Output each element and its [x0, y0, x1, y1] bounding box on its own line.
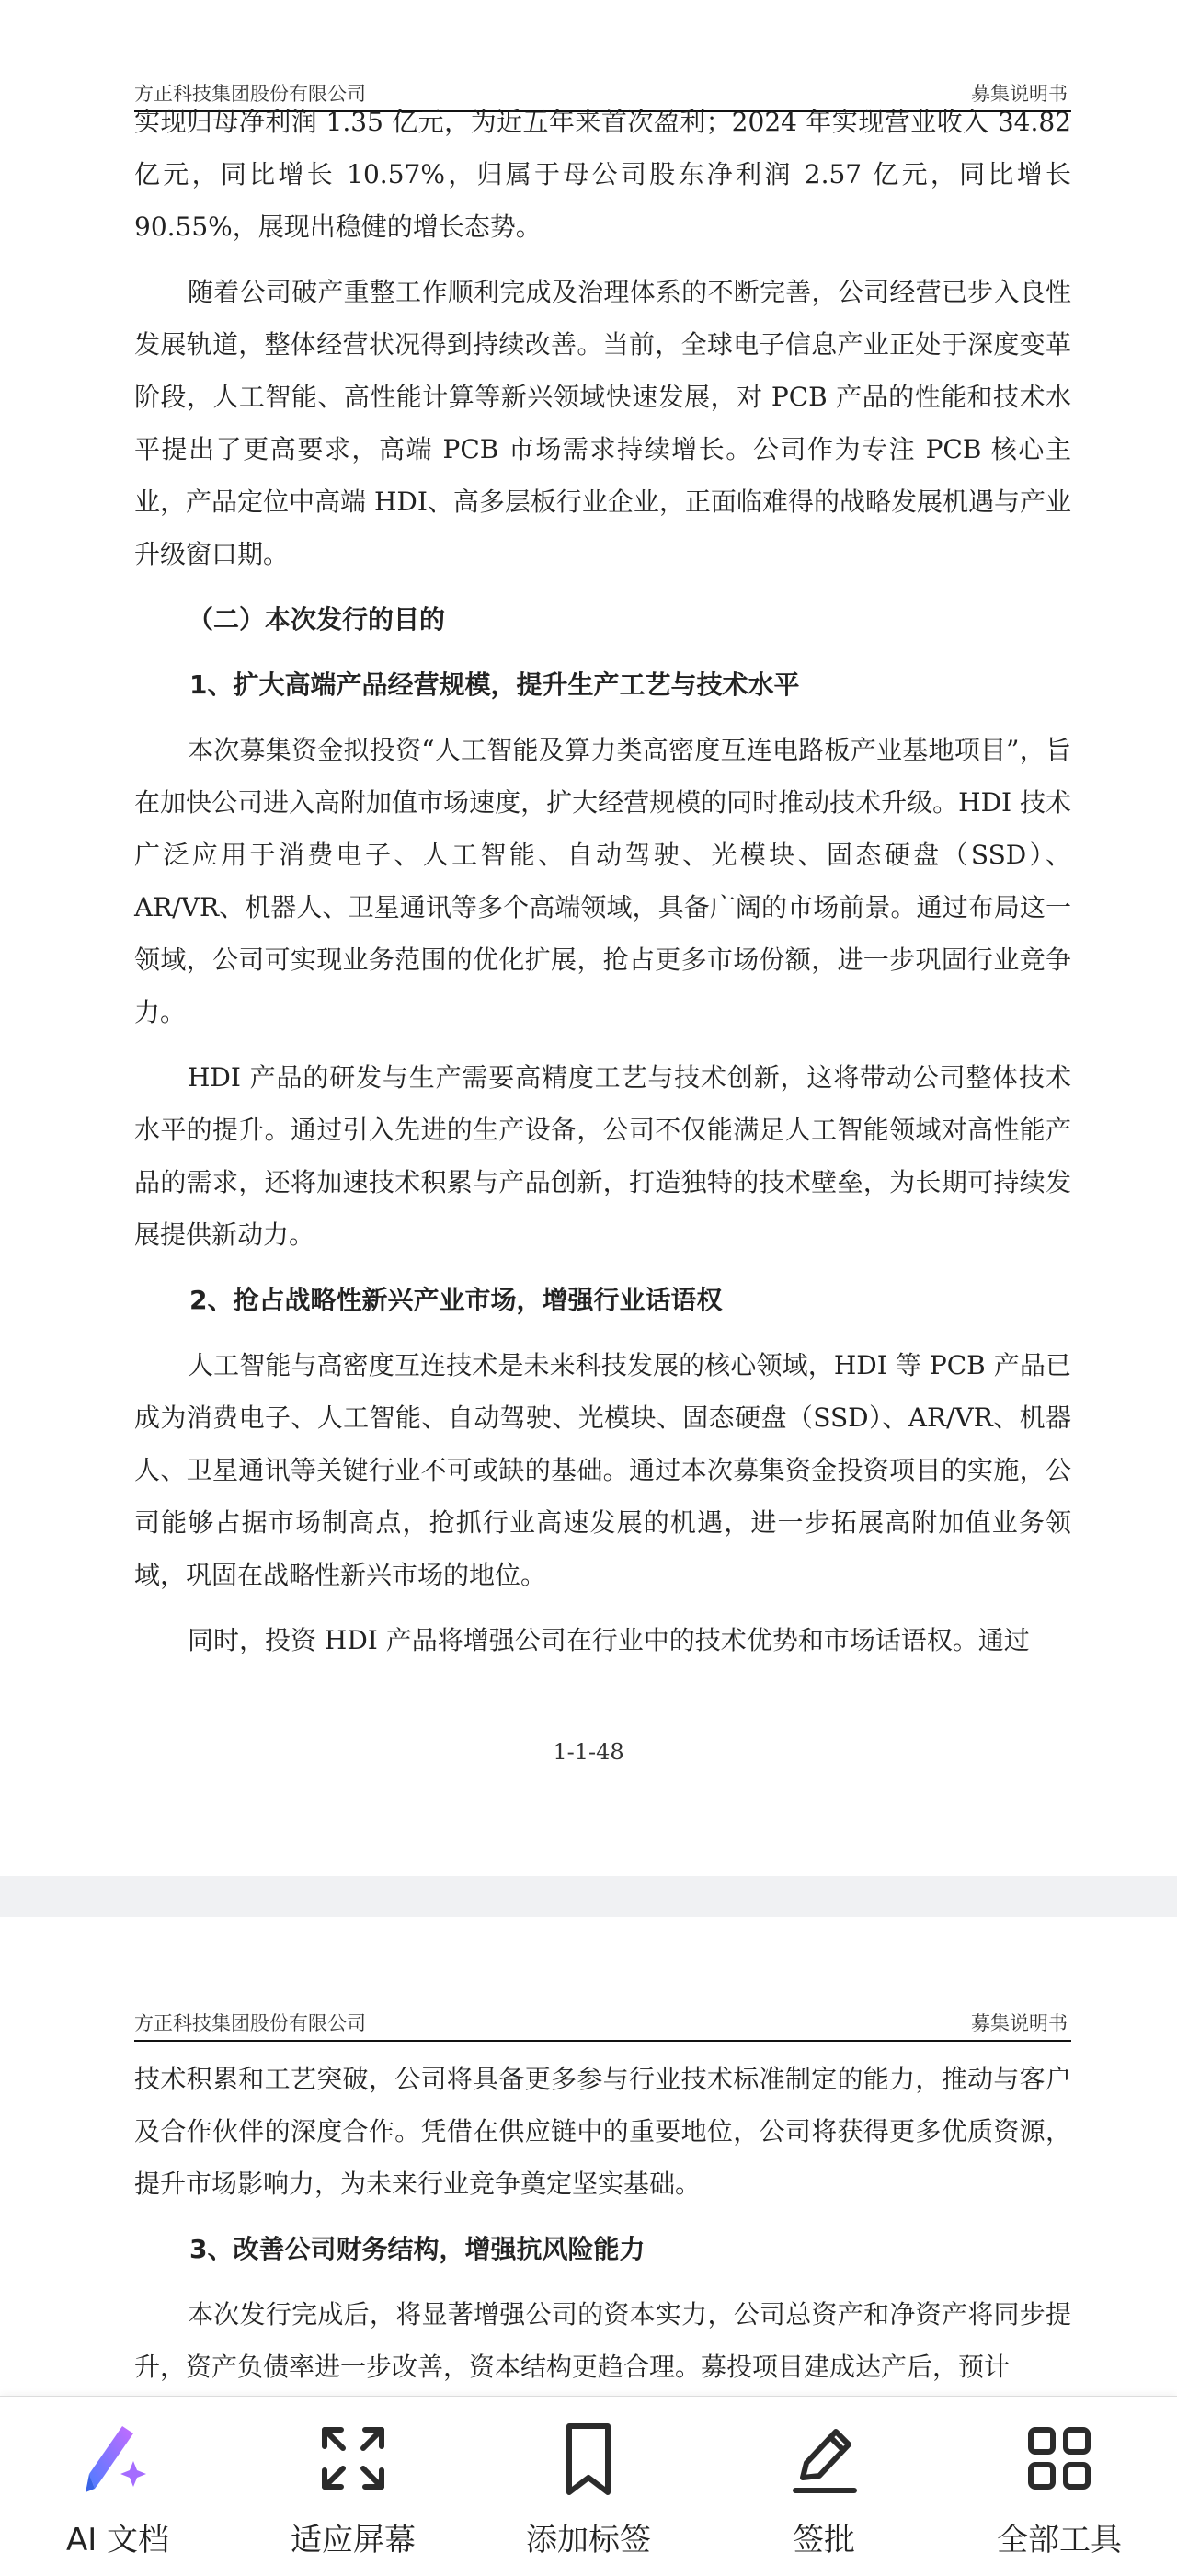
toolbar-label: 适应屏幕 [291, 2522, 416, 2559]
paragraph: 人工智能与高密度互连技术是未来科技发展的核心领域，HDI 等 PCB 产品已成为消费电子、人工智能、自动驾驶、光模块、固态硬盘（SSD）、AR/VR、机器人、卫星通讯等关键行业不可或缺的基础。通过本次募集资金投资项目的实施，公司能够占据市场制高点，抢抓行业高速发展的机遇，进一步拓展高附加值业务领域，巩固在战略性新兴市场的地位。 [134, 1350, 1071, 1590]
ai-pen-icon [76, 2417, 159, 2500]
page-header [134, 2007, 1071, 2042]
paragraph: 技术积累和工艺突破，公司将具备更多参与行业技术标准制定的能力，推动与客户及合作伙伴的深度合作。凭借在供应链中的重要地位，公司将获得更多优质资源，提升市场影响力，为未来行业竞争奠定坚实基础。 [134, 2064, 1071, 2199]
toolbar-label: AI 文档 [65, 2522, 170, 2559]
all-tools-button[interactable] [967, 2417, 1151, 2564]
paragraph: 本次募集资金拟投资“人工智能及算力类高密度互连电路板产业基地项目”，旨在加快公司进入高附加值市场速度，扩大经营规模的同时推动技术升级。HDI 技术广泛应用于消费电子、人工智能、自动驾驶、光模块、固态硬盘（SSD）、AR/VR、机器人、卫星通讯等多个高端领域，具备广阔的市场前景。通过布局这一领域，公司可实现业务范围的优化扩展，抢占更多市场份额，进一步巩固行业竞争力。 [134, 735, 1071, 1027]
header-doc-type: 募集说明书 [971, 83, 1068, 105]
paragraph: 随着公司破产重整工作顺利完成及治理体系的不断完善，公司经营已步入良性发展轨道，整体经营状况得到持续改善。当前，全球电子信息产业正处于深度变革阶段，人工智能、高性能计算等新兴领域快速发展，对 PCB 产品的性能和技术水平提出了更高要求，高端 PCB 市场需求持续增长。公司作为专注 PCB 核心主业，产品定位中高端 HDI、高多层板行业企业，正面临难得的战略发展机遇与产业升级窗口期。 [134, 277, 1071, 569]
sign-pen-icon [783, 2417, 865, 2500]
page-number: 1-1-48 [553, 1739, 624, 1765]
grid-icon [1018, 2417, 1101, 2500]
add-bookmark-button[interactable] [497, 2417, 680, 2564]
ai-document-button[interactable] [26, 2417, 210, 2564]
sign-button[interactable] [732, 2417, 916, 2564]
bookmark-icon [547, 2417, 630, 2500]
header-doc-type: 募集说明书 [971, 2012, 1068, 2034]
paragraph: HDI 产品的研发与生产需要高精度工艺与技术创新，这将带动公司整体技术水平的提升。通过引入先进的生产设备，公司不仅能满足人工智能领域对高性能产品的需求，还将加速技术积累与产品创新，打造独特的技术壁垒，为长期可持续发展提供新动力。 [134, 1062, 1071, 1250]
fit-screen-icon [312, 2417, 394, 2500]
paragraph: 同时，投资 HDI 产品将增强公司在行业中的技术优势和市场话语权。通过 [188, 1625, 1030, 1655]
header-company: 方正科技集团股份有限公司 [134, 2012, 366, 2034]
subsection-heading-2: 2、抢占战略性新兴产业市场，增强行业话语权 [189, 1285, 723, 1315]
subsection-heading-3: 3、改善公司财务结构，增强抗风险能力 [189, 2234, 646, 2264]
bottom-toolbar [0, 2396, 1177, 2576]
paragraph: 实现归母净利润 1.35 亿元，为近五年来首次盈利；2024 年实现营业收入 34.82 亿元，同比增长 10.57%，归属于母公司股东净利润 2.57 亿元，同比增长 90.55%，展现出稳健的增长态势。 [134, 107, 1071, 242]
toolbar-label: 签批 [793, 2522, 855, 2559]
page-body [134, 96, 1071, 1679]
toolbar-label: 添加标签 [526, 2522, 651, 2559]
subsection-heading-1: 1、扩大高端产品经营规模，提升生产工艺与技术水平 [189, 670, 800, 700]
page-separator [0, 1876, 1177, 1917]
toolbar-label: 全部工具 [997, 2522, 1122, 2559]
section-heading: （二）本次发行的目的 [188, 604, 446, 635]
fit-screen-button[interactable] [261, 2417, 445, 2564]
paragraph: 本次发行完成后，将显著增强公司的资本实力，公司总资产和净资产将同步提升，资产负债率进一步改善，资本结构更趋合理。募投项目建成达产后，预计 [134, 2299, 1071, 2382]
header-company: 方正科技集团股份有限公司 [134, 83, 366, 105]
page-body [134, 2053, 1071, 2406]
